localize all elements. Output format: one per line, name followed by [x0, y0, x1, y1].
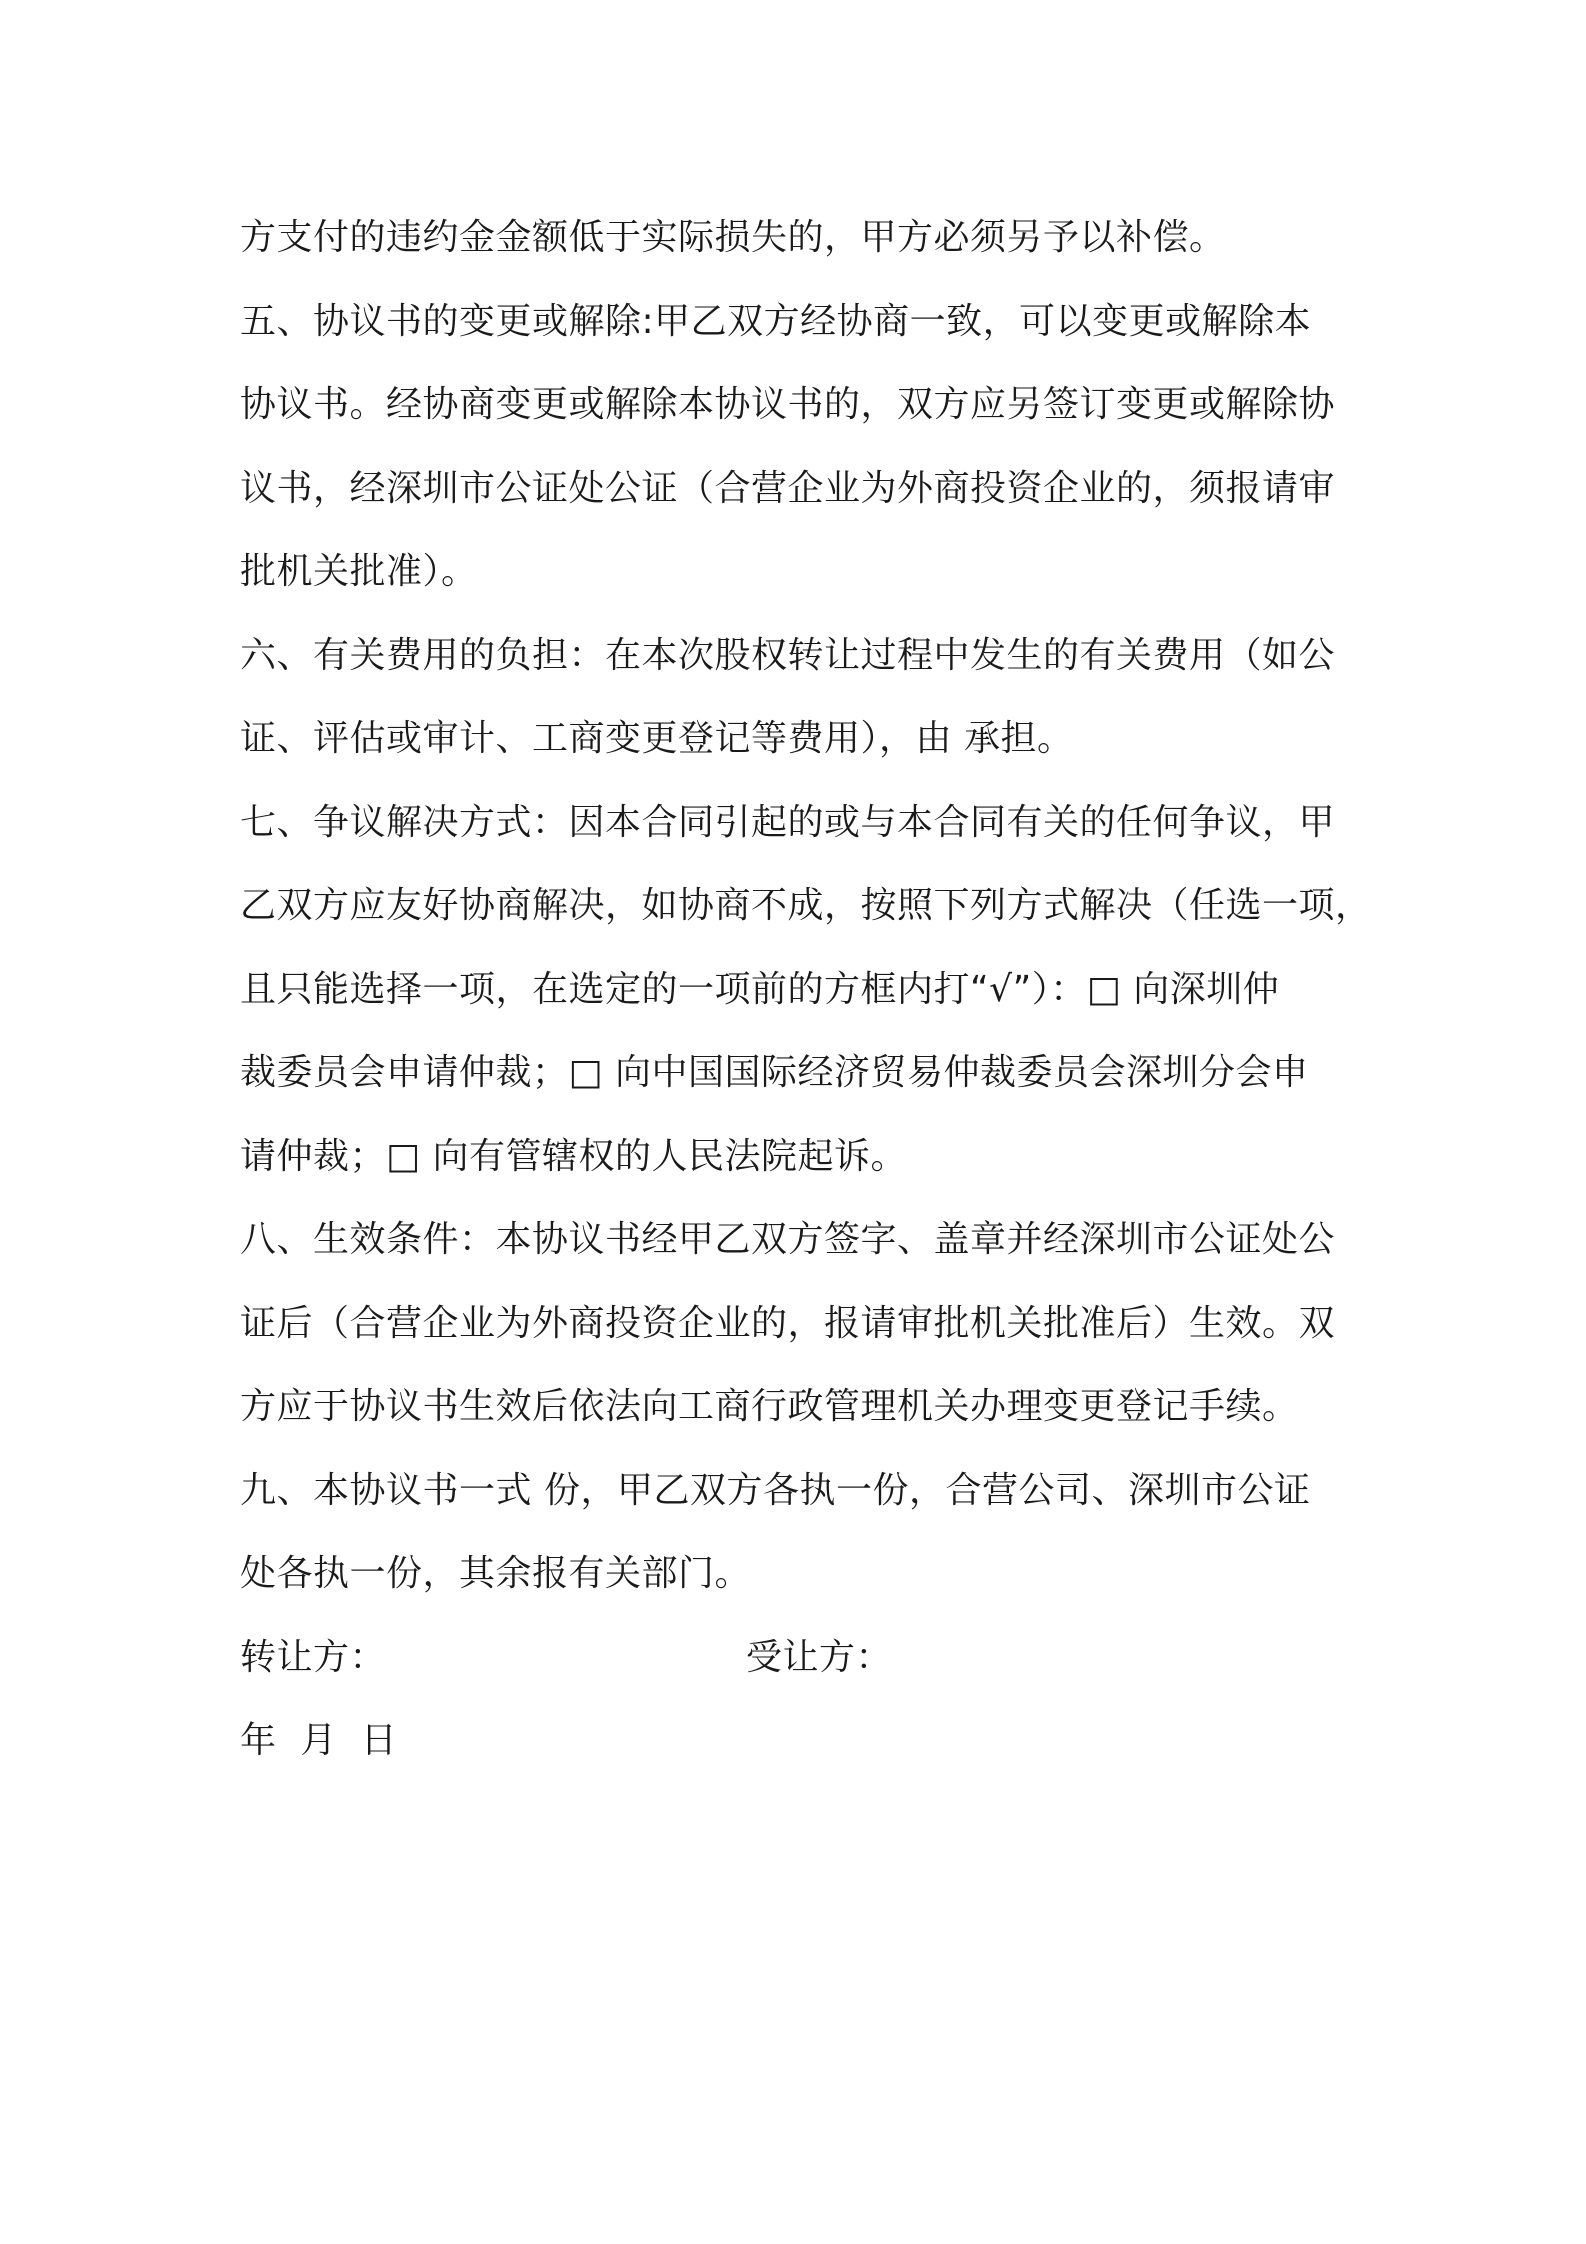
- date-line: 年 月 日: [240, 1720, 398, 1761]
- clause-7-line: 七、争议解决方式：因本合同引起的或与本合同有关的任何争议，甲: [240, 801, 1336, 843]
- paragraph-line: 方支付的违约金金额低于实际损失的，甲方必须另予以补偿。: [240, 217, 1226, 258]
- clause-7-line: 裁委员会申请仲裁；□ 向中国国际经济贸易仲裁委员会深圳分会申: [240, 1052, 1309, 1093]
- clause-7-line: 乙双方应友好协商解决，如协商不成，按照下列方式解决（任选一项，: [240, 885, 1372, 926]
- clause-7-line: 且只能选择一项，在选定的一项前的方框内打“√”）：□ 向深圳仲: [240, 968, 1280, 1010]
- clause-9-line: 处各执一份，其余报有关部门。: [240, 1553, 752, 1594]
- clause-8-line: 方应于协议书生效后依法向工商行政管理机关办理变更登记手续。: [240, 1386, 1299, 1427]
- clause-9-line: 九、本协议书一式 份，甲乙双方各执一份，合营公司、深圳市公证: [240, 1469, 1311, 1511]
- clause-5-line: 协议书。经协商变更或解除本协议书的，双方应另签订变更或解除协: [240, 384, 1336, 425]
- clause-8-line: 证后（合营企业为外商投资企业的，报请审批机关批准后）生效。双: [240, 1302, 1336, 1344]
- clause-5-line: 议书，经深圳市公证处公证（合营企业为外商投资企业的，须报请审: [240, 467, 1336, 509]
- clause-6-line: 证、评估或审计、工商变更登记等费用），由 承担。: [240, 718, 1074, 759]
- clause-8-line: 八、生效条件：本协议书经甲乙双方签字、盖章并经深圳市公证处公: [240, 1219, 1336, 1260]
- clause-5-line: 批机关批准）。: [240, 551, 478, 592]
- document-page: [240, 196, 1372, 1783]
- clause-5-line: 五、协议书的变更或解除:甲乙双方经协商一致，可以变更或解除本: [240, 300, 1312, 342]
- transferor-label: 转让方：: [240, 1636, 387, 1678]
- clause-7-line: 请仲裁；□ 向有管辖权的人民法院起诉。: [240, 1135, 907, 1177]
- transferee-label: 受让方：: [746, 1636, 893, 1678]
- signature-row: [240, 1616, 1360, 1700]
- clause-6-line: 六、有关费用的负担：在本次股权转让过程中发生的有关费用（如公: [240, 634, 1336, 676]
